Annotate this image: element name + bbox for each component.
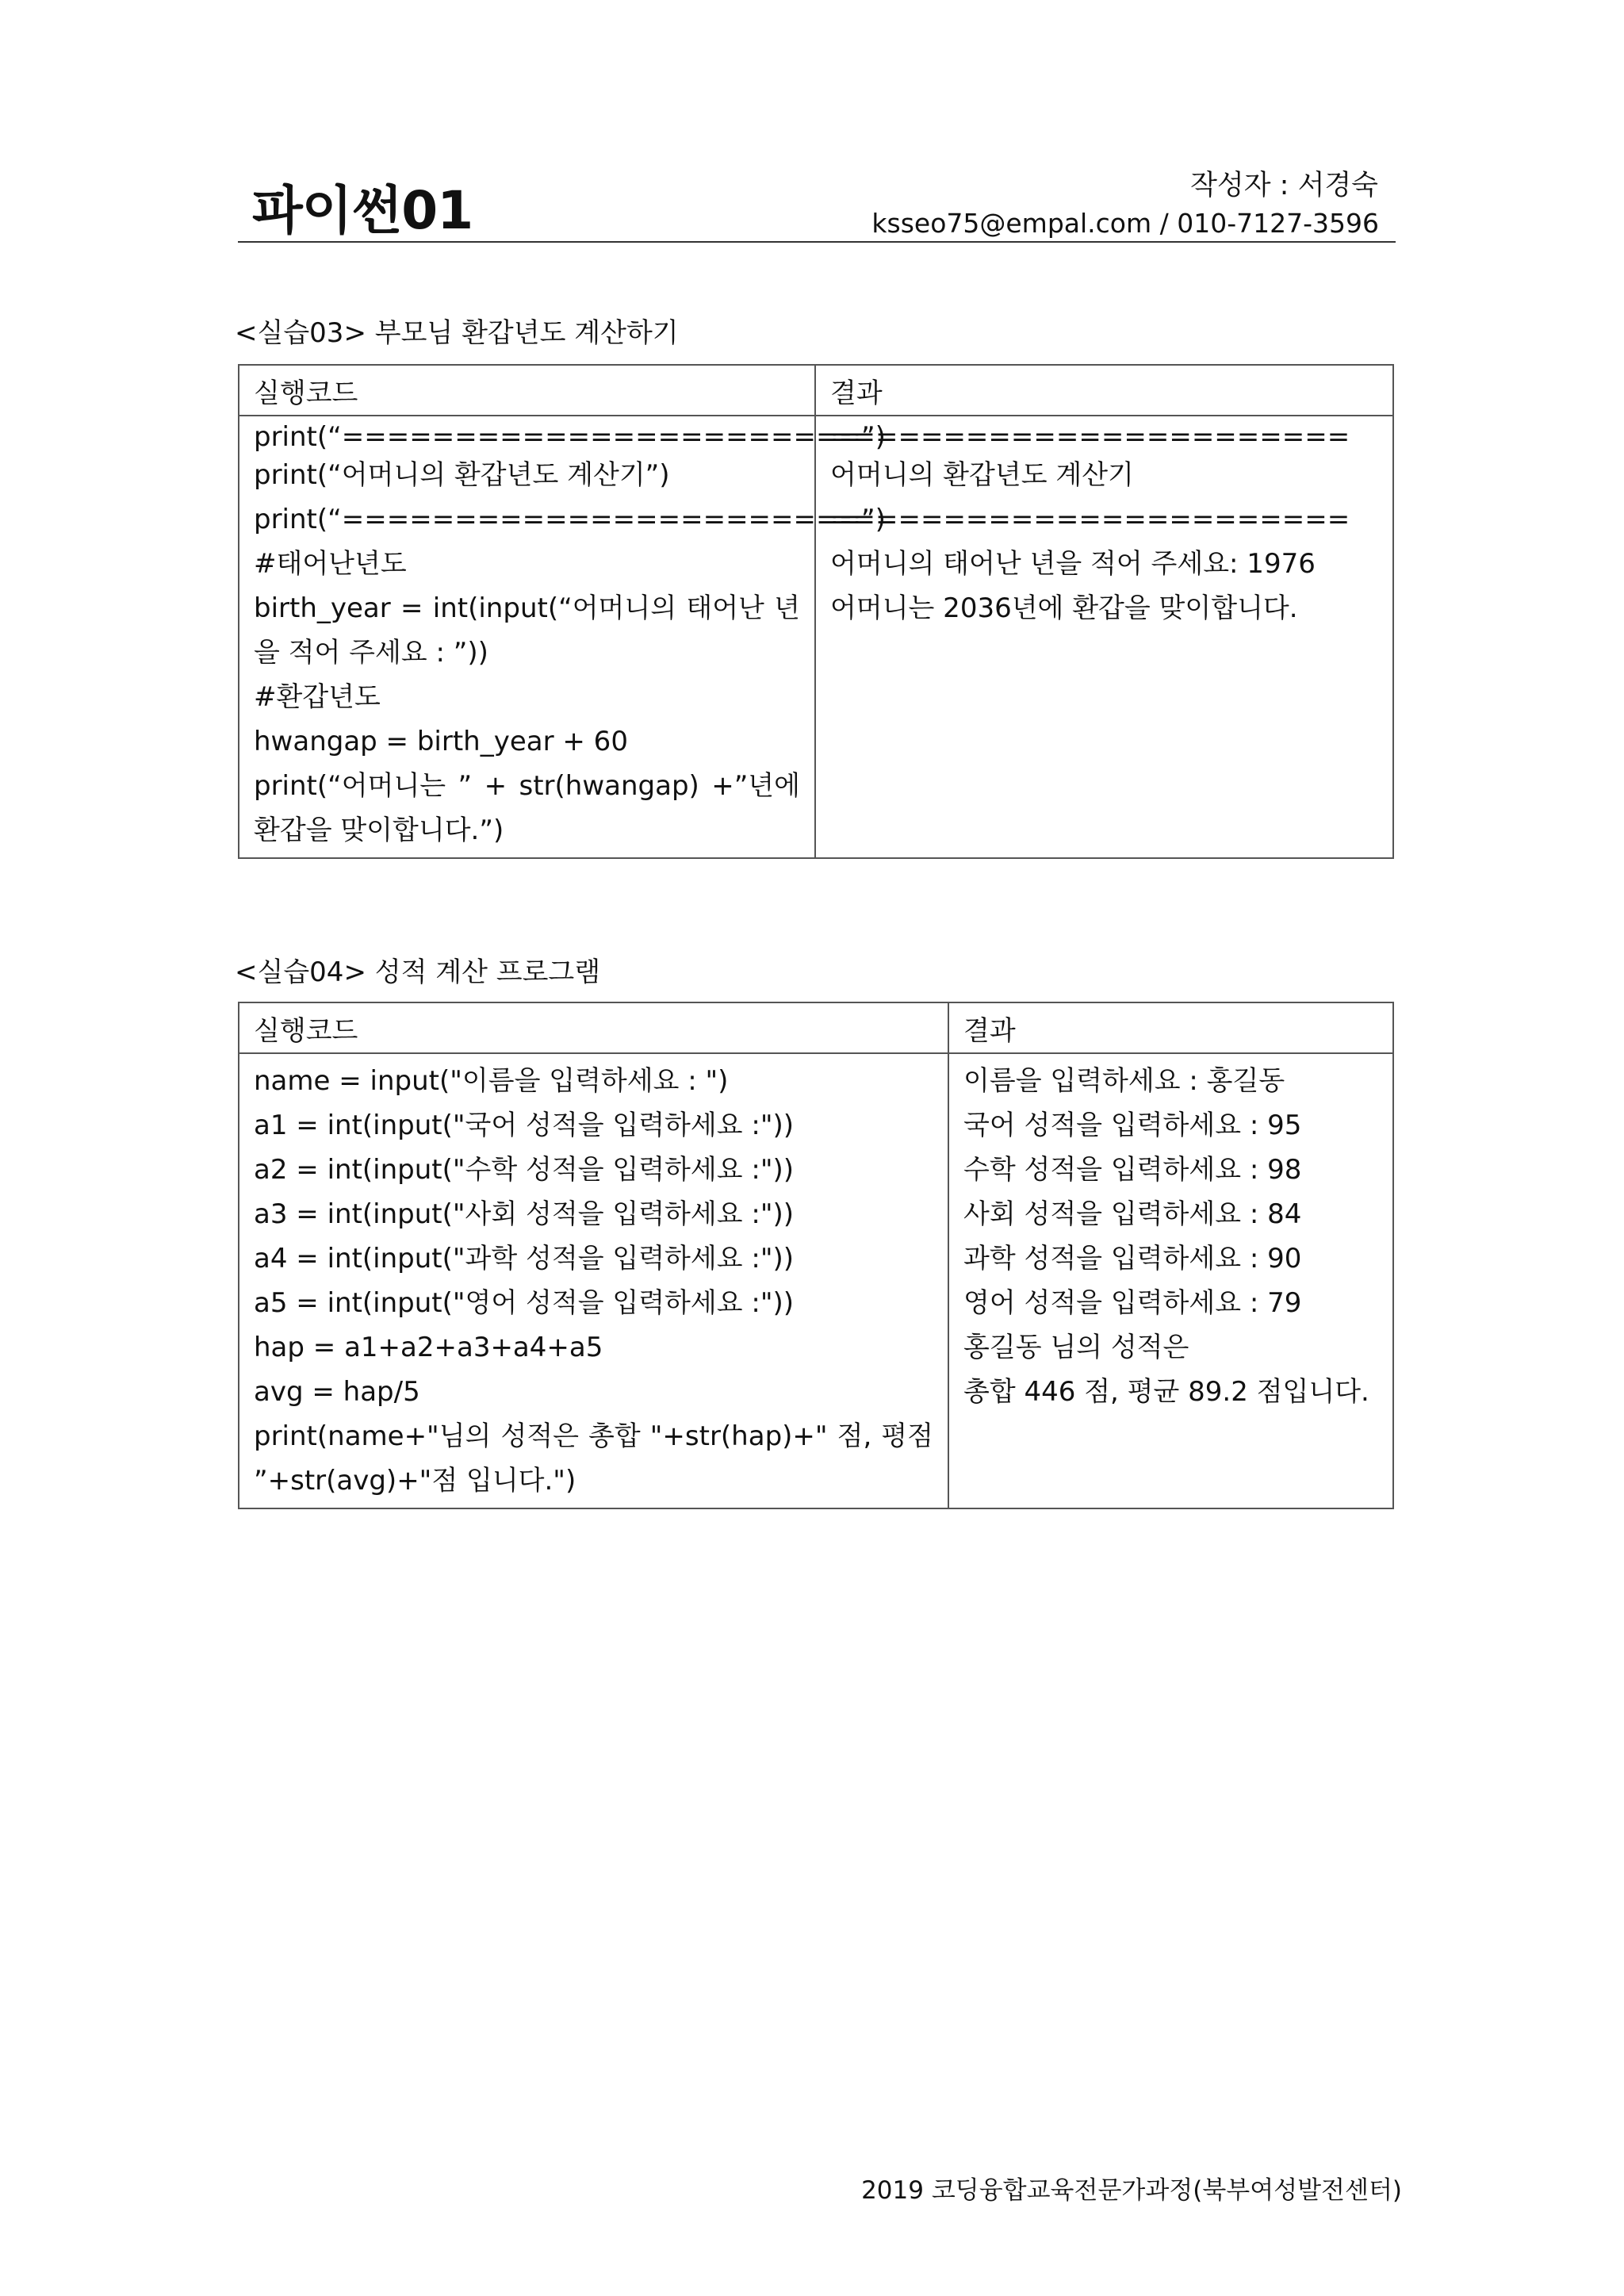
code-line: name = input("이름을 입력하세요 : ") <box>254 1065 729 1097</box>
result-line: 어머니는 2036년에 환갑을 맞이합니다. <box>830 592 1298 624</box>
page-title: 파이썬01 <box>252 180 473 241</box>
result-line: 이름을 입력하세요 : 홍길동 <box>963 1065 1285 1097</box>
practice04-body-row <box>239 1053 1393 1508</box>
practice03-result-header: 결과 <box>815 365 1393 416</box>
result-line: 과학 성적을 입력하세요 : 90 <box>963 1243 1302 1274</box>
code-line: print(“어머니는 ” + str(hwangap) +”년에 환갑을 맞이합니다.”) <box>254 770 800 846</box>
result-line: 영어 성적을 입력하세요 : 79 <box>963 1287 1302 1319</box>
code-line: a3 = int(input("사회 성적을 입력하세요 :")) <box>254 1198 795 1230</box>
practice04-result-header: 결과 <box>948 1002 1393 1053</box>
result-line: 어머니의 환갑년도 계산기 <box>830 459 1134 491</box>
code-line: print(“=======================”) <box>254 504 886 535</box>
practice03-code-header: 실행코드 <box>239 365 815 416</box>
practice04-code-cell <box>239 1053 948 1508</box>
code-line: a2 = int(input("수학 성적을 입력하세요 :")) <box>254 1154 795 1186</box>
result-line: 어머니의 태어난 년을 적어 주세요: 1976 <box>830 548 1316 580</box>
result-line: 국어 성적을 입력하세요 : 95 <box>963 1110 1302 1141</box>
practice03-body-row <box>239 416 1393 858</box>
result-line: 홍길동 님의 성적은 <box>963 1332 1189 1363</box>
practice04-code-header: 실행코드 <box>239 1002 948 1053</box>
practice03-title: <실습03> 부모님 환갑년도 계산하기 <box>235 317 679 349</box>
practice04-header-row <box>239 1002 1393 1053</box>
code-line: #환갑년도 <box>254 681 381 713</box>
code-line: avg = hap/5 <box>254 1376 420 1408</box>
practice03-header-row <box>239 365 1393 416</box>
practice04-result-cell <box>948 1053 1393 1508</box>
code-line: print(“어머니의 환갑년도 계산기”) <box>254 459 670 491</box>
contact-line: ksseo75@empal.com / 010-7127-3596 <box>871 208 1379 239</box>
code-line: #태어난년도 <box>254 548 407 580</box>
result-line: 사회 성적을 입력하세요 : 84 <box>963 1198 1302 1230</box>
header-divider <box>238 241 1396 243</box>
practice03-table <box>238 364 1394 859</box>
practice03-code-cell <box>239 416 886 858</box>
code-line: birth_year = int(input(“어머니의 태어난 년을 적어 주세요 : ”)) <box>254 592 800 669</box>
result-line: 수학 성적을 입력하세요 : 98 <box>963 1154 1302 1186</box>
result-line: 총합 446 점, 평균 89.2 점입니다. <box>963 1376 1369 1408</box>
code-line: print(“=======================”) <box>254 421 886 453</box>
code-line: a4 = int(input("과학 성적을 입력하세요 :")) <box>254 1243 795 1274</box>
code-line: hwangap = birth_year + 60 <box>254 726 628 757</box>
result-line: ======================= <box>830 504 1350 535</box>
code-line: a5 = int(input("영어 성적을 입력하세요 :")) <box>254 1287 795 1319</box>
practice04-table <box>238 1002 1394 1509</box>
practice04-title: <실습04> 성적 계산 프로그램 <box>235 956 601 988</box>
code-line: a1 = int(input("국어 성적을 입력하세요 :")) <box>254 1110 795 1141</box>
result-line: ======================= <box>830 421 1350 453</box>
practice03-result-cell <box>815 416 1393 858</box>
code-line: hap = a1+a2+a3+a4+a5 <box>254 1332 603 1363</box>
code-line: print(name+"님의 성적은 총합 "+str(hap)+" 점, 평점 ”+str(avg)+"점 입니다.") <box>254 1420 933 1497</box>
page-footer: 2019 코딩융합교육전문가과정(북부여성발전센터) <box>861 2176 1402 2205</box>
author-line: 작성자 : 서경숙 <box>1190 170 1378 201</box>
